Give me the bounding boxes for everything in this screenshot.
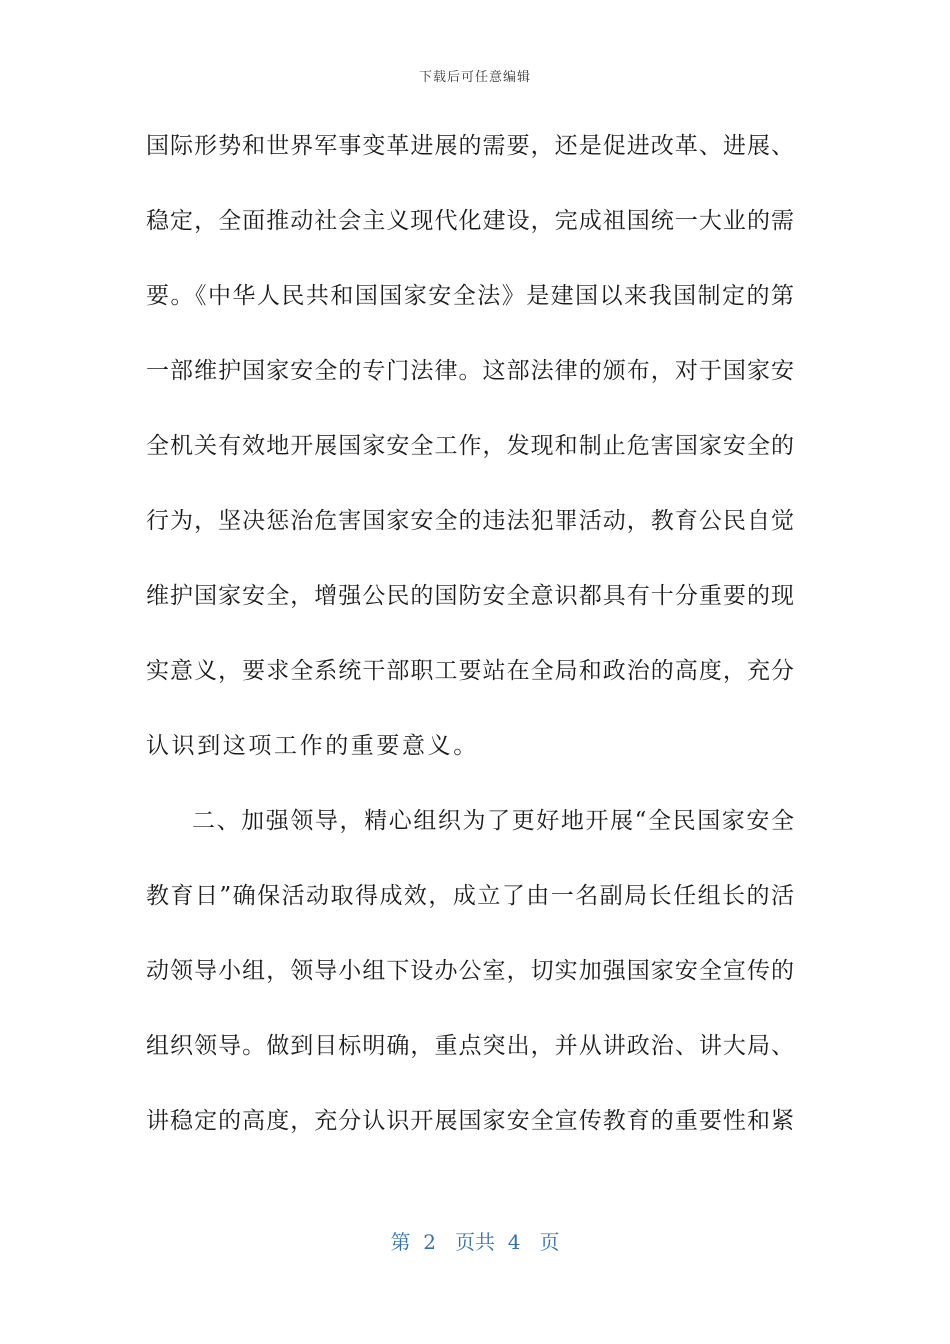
text-line: 教育日”确保活动取得成效，成立了由一名副局长任组长的活 (146, 883, 794, 909)
text-line: 一部维护国家安全的专门法律。这部法律的颁布，对于国家安 (146, 358, 794, 384)
paragraph-end-line: 认识到这项工作的重要意义。 (146, 733, 479, 759)
text-line: 组织领导。做到目标明确，重点突出，并从讲政治、讲大局、 (146, 1033, 794, 1059)
text-line: 实意义，要求全系统干部职工要站在全局和政治的高度，充分 (146, 658, 794, 684)
text-line: 国际形势和世界军事变革进展的需要，还是促进改革、进展、 (146, 133, 794, 159)
text-line: 动领导小组，领导小组下设办公室，切实加强国家安全宣传的 (146, 958, 794, 984)
page-number-footer: 第 2 页共 4 页 (390, 1230, 560, 1254)
text-line: 维护国家安全，增强公民的国防安全意识都具有十分重要的现 (146, 583, 794, 609)
document-body (146, 124, 794, 1174)
text-line: 要。《中华人民共和国国家安全法》是建国以来我国制定的第 (146, 283, 794, 309)
page-header-note: 下载后可任意编辑 (418, 70, 531, 85)
text-line: 全机关有效地开展国家安全工作，发现和制止危害国家安全的 (146, 433, 794, 459)
text-line: 稳定，全面推动社会主义现代化建设，完成祖国统一大业的需 (146, 208, 794, 234)
text-line: 讲稳定的高度，充分认识开展国家安全宣传教育的重要性和紧 (146, 1108, 794, 1134)
text-line: 行为，坚决惩治危害国家安全的违法犯罪活动，教育公民自觉 (146, 508, 794, 534)
paragraph-first-line: 二、加强领导，精心组织为了更好地开展“全民国家安全 (192, 808, 794, 834)
